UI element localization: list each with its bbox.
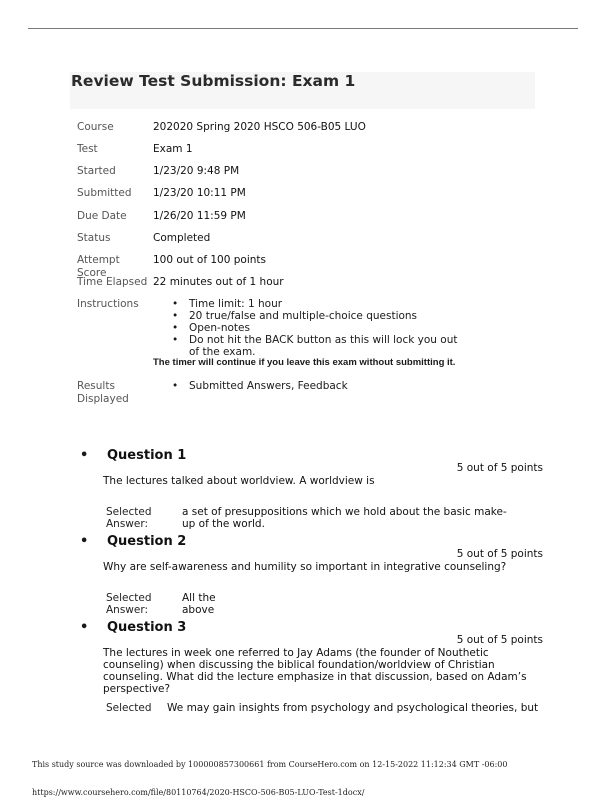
detail-row-instructions (77, 298, 537, 374)
course-value: 202020 Spring 2020 HSCO 506-B05 LUO (153, 121, 366, 133)
results-item: • Submitted Answers, Feedback (172, 380, 462, 392)
question-points: 5 out of 5 points (456, 634, 543, 646)
attempt-score-label: Attempt Score (77, 254, 120, 279)
source-url: https://www.coursehero.com/file/80110764/2020-HSCO-506-B05-LUO-Test-1docx/ (32, 788, 365, 797)
page-title: Review Test Submission: Exam 1 (71, 72, 356, 90)
download-source-note: This study source was downloaded by 100000857300661 from CourseHero.com on 12-15-2022 11:12:34 GMT -06:00 (32, 760, 508, 769)
selected-answer-line: All the (182, 592, 216, 604)
instruction-item: • Do not hit the BACK button as this will lock you out of the exam. (172, 334, 462, 358)
test-value: Exam 1 (153, 143, 193, 155)
instructions-list (172, 298, 462, 358)
selected-answer-label (106, 506, 176, 530)
status-label: Status (77, 232, 111, 244)
course-label: Course (77, 121, 114, 133)
question-bullet: • (80, 448, 89, 463)
selected-label-line: Selected (106, 506, 152, 518)
selected-answer-line: above (182, 604, 215, 616)
question-points: 5 out of 5 points (456, 462, 543, 474)
instruction-item: • Open-notes (172, 322, 462, 334)
test-label: Test (77, 143, 98, 155)
question-text: Why are self-awareness and humility so important in integrative counseling? (103, 561, 507, 573)
question-title: Question 1 (107, 448, 187, 463)
submitted-label: Submitted (77, 187, 132, 199)
due-date-label: Due Date (77, 210, 127, 222)
question-bullet: • (80, 534, 89, 549)
selected-answer-label (106, 592, 176, 616)
instructions-label: Instructions (77, 298, 139, 310)
attempt-score-value: 100 out of 100 points (153, 254, 266, 266)
results-list (172, 380, 462, 392)
question-points: 5 out of 5 points (456, 548, 543, 560)
timer-note: The timer will continue if you leave this exam without submitting it. (153, 357, 456, 368)
selected-answer (182, 592, 512, 616)
instruction-item: • Time limit: 1 hour (172, 298, 462, 310)
selected-answer-label: Selected (106, 702, 152, 714)
question-title: Question 2 (107, 534, 187, 549)
selected-label-line: Answer: (106, 518, 149, 530)
submitted-value: 1/23/20 10:11 PM (153, 187, 246, 199)
question-title: Question 3 (107, 620, 187, 635)
selected-answer: a set of presuppositions which we hold about the basic make-up of the world. (182, 506, 507, 530)
selected-answer: We may gain insights from psychology and psychological theories, but (167, 702, 539, 714)
status-value: Completed (153, 232, 211, 244)
results-label-line: Results (77, 380, 115, 392)
time-elapsed-value: 22 minutes out of 1 hour (153, 276, 284, 288)
title-panel (70, 72, 535, 109)
top-divider (28, 28, 578, 29)
results-label-line: Displayed (77, 393, 129, 405)
question-bullet: • (80, 620, 89, 635)
instruction-item: • 20 true/false and multiple-choice questions (172, 310, 462, 322)
question-text: The lectures in week one referred to Jay Adams (the founder of Nouthetic counseling) when discussing the biblical foundation/worldview of Christian counseling. What did the lecture emphasize in that discussion, based on Adam’s perspective? (103, 647, 527, 695)
started-label: Started (77, 165, 116, 177)
started-value: 1/23/20 9:48 PM (153, 165, 240, 177)
selected-label-line: Selected (106, 592, 152, 604)
selected-label-line: Answer: (106, 604, 149, 616)
time-elapsed-label: Time Elapsed (77, 276, 148, 288)
due-date-value: 1/26/20 11:59 PM (153, 210, 246, 222)
results-displayed-label (77, 380, 149, 406)
question-text: The lectures talked about worldview. A worldview is (103, 475, 375, 487)
